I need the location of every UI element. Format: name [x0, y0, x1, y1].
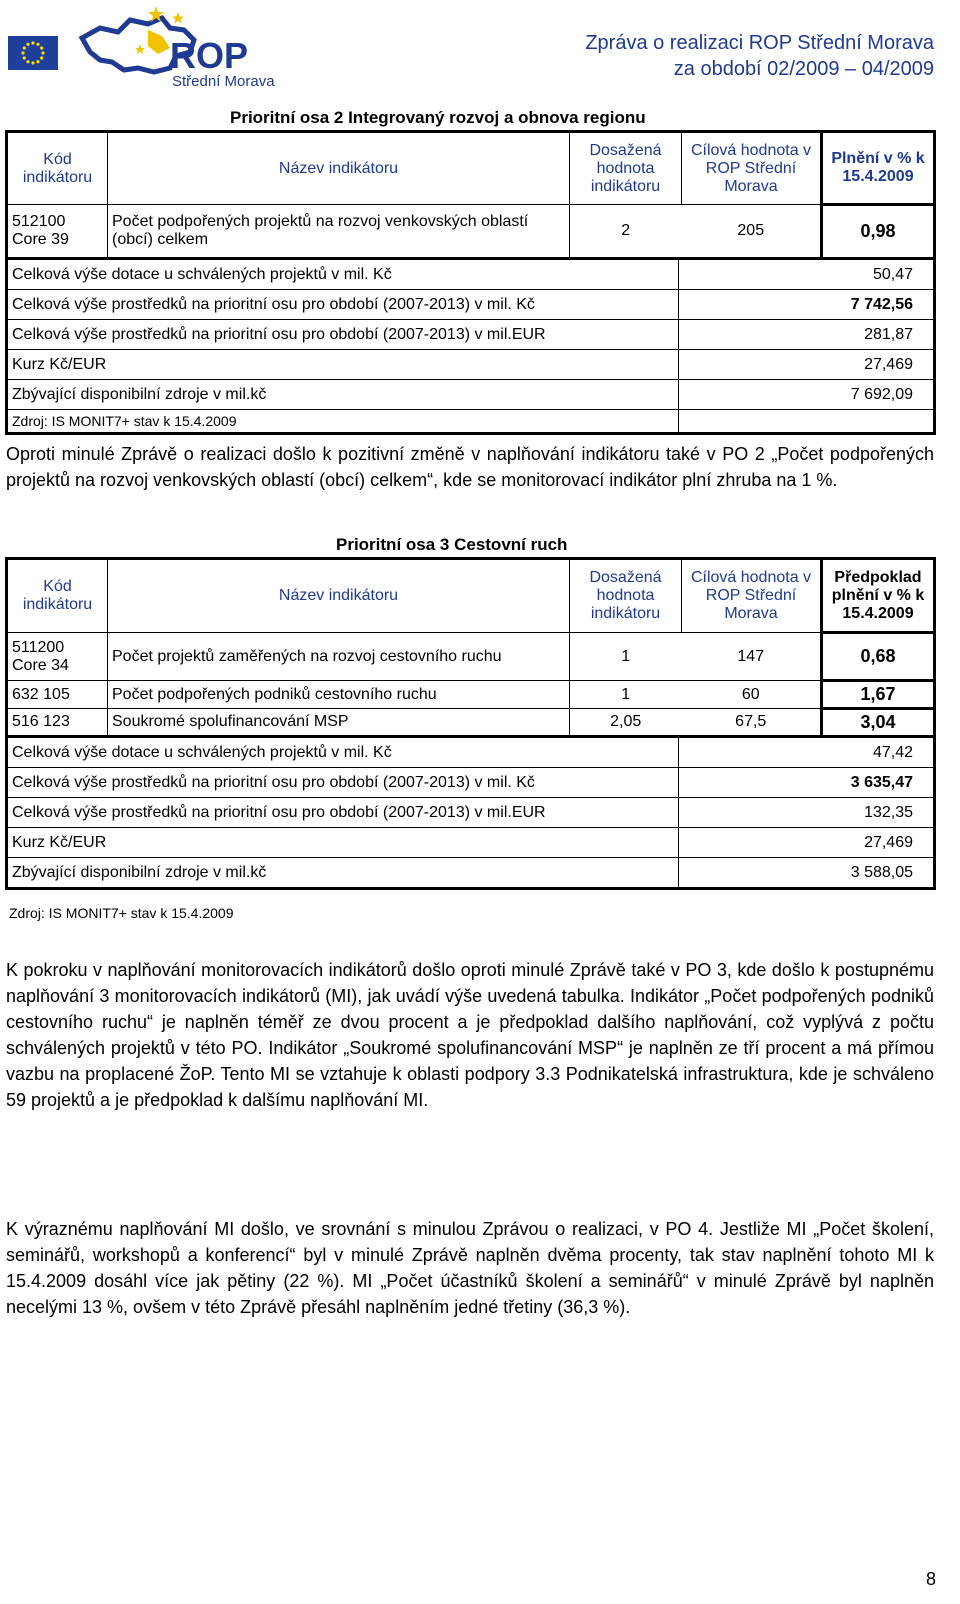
summary-label: Celková výše prostředků na prioritní osu pro období (2007-2013) v mil. Kč — [7, 768, 679, 798]
report-title-line2: za období 02/2009 – 04/2009 — [673, 58, 934, 80]
po3-header-fulfil: Předpoklad plnění v % k 15.4.2009 — [822, 559, 935, 633]
indicator-name: Počet podpořených podniků cestovního ruchu — [108, 681, 570, 709]
summary-value: 132,35 — [679, 798, 935, 828]
indicator-name: Soukromé spolufinancování MSP — [108, 709, 570, 737]
indicator-name: Počet projektů zaměřených na rozvoj cestovního ruchu — [108, 633, 570, 681]
paragraph-2: K pokroku v naplňování monitorovacích indikátorů došlo oproti minulé Zprávě také v PO 3, kde došlo k postupnému naplňování 3 monitorovacích indikátorů (MI), jak uvádí výše uvedená tabulka. Indikátor „Počet podpořených podniků cestovního ruchu“ je naplněn téměř ze dvou procent a je předpoklad dalšího naplňování, což vyplývá z počtu schválených projektů v této PO. Indikátor „Soukromé spolufinancování MSP“ je naplněn ze tří procent a má přímou vazbu na proplacené ŽoP. Tento MI se vztahuje k oblasti podpory 3.3 Podnikatelská infrastruktura, kde je schváleno 59 projektů a je předpoklad k dalšímu naplňování MI. — [6, 960, 934, 1110]
summary-row — [7, 260, 935, 290]
table-row — [7, 681, 935, 709]
report-title-line1: Zpráva o realizaci ROP Střední Morava — [585, 32, 934, 54]
po2-header-name: Název indikátoru — [108, 132, 570, 205]
rop-logo — [78, 6, 288, 92]
summary-row — [7, 350, 935, 380]
po3-summary-table — [5, 738, 936, 890]
summary-value: 7 692,09 — [679, 380, 935, 410]
summary-label: Celková výše prostředků na prioritní osu pro období (2007-2013) v mil. Kč — [7, 290, 679, 320]
summary-label: Zbývající disponibilní zdroje v mil.kč — [7, 380, 679, 410]
indicator-code-line1: 511200 — [12, 638, 65, 656]
indicator-achieved: 2 — [570, 205, 682, 259]
po2-header-code: Kód indikátoru — [7, 132, 108, 205]
source-note: Zdroj: IS MONIT7+ stav k 15.4.2009 — [7, 410, 679, 434]
po3-title: Prioritní osa 3 Cestovní ruch — [336, 535, 568, 554]
summary-value: 27,469 — [679, 350, 935, 380]
indicator-fulfil: 0,98 — [822, 205, 935, 259]
indicator-target: 67,5 — [682, 709, 822, 737]
summary-label: Kurz Kč/EUR — [7, 828, 679, 858]
indicator-target: 205 — [682, 205, 822, 259]
summary-label: Kurz Kč/EUR — [7, 350, 679, 380]
report-title — [585, 30, 934, 82]
po3-source-note: Zdroj: IS MONIT7+ stav k 15.4.2009 — [9, 905, 234, 921]
indicator-code: 516 123 — [7, 709, 108, 737]
eu-flag-icon — [8, 36, 58, 70]
summary-label: Celková výše prostředků na prioritní osu pro období (2007-2013) v mil.EUR — [7, 320, 679, 350]
summary-label: Celková výše prostředků na prioritní osu pro období (2007-2013) v mil.EUR — [7, 798, 679, 828]
indicator-code-line2: Core 34 — [12, 656, 69, 674]
po2-header-fulfil: Plnění v % k 15.4.2009 — [822, 132, 935, 205]
indicator-target: 60 — [682, 681, 822, 709]
po2-title: Prioritní osa 2 Integrovaný rozvoj a obnova regionu — [230, 108, 646, 127]
indicator-code — [7, 205, 108, 259]
table-row — [7, 205, 935, 259]
indicator-name: Počet podpořených projektů na rozvoj venkovských oblastí (obcí) celkem — [108, 205, 570, 259]
po3-indicator-table — [5, 557, 933, 890]
summary-value: 7 742,56 — [679, 290, 935, 320]
summary-row — [7, 320, 935, 350]
summary-label: Zbývající disponibilní zdroje v mil.kč — [7, 858, 679, 889]
indicator-code — [7, 633, 108, 681]
summary-row — [7, 290, 935, 320]
indicator-fulfil: 0,68 — [822, 633, 935, 681]
po3-header-name: Název indikátoru — [108, 559, 570, 633]
po3-header-code: Kód indikátoru — [7, 559, 108, 633]
indicator-fulfil: 3,04 — [822, 709, 935, 737]
summary-value: 281,87 — [679, 320, 935, 350]
page-number: 8 — [925, 1569, 936, 1589]
summary-row — [7, 858, 935, 889]
table-row — [7, 633, 935, 681]
summary-row — [7, 798, 935, 828]
summary-row — [7, 768, 935, 798]
summary-value: 3 635,47 — [679, 768, 935, 798]
indicator-target: 147 — [682, 633, 822, 681]
po2-summary-table — [5, 260, 936, 435]
indicator-fulfil: 1,67 — [822, 681, 935, 709]
indicator-achieved: 1 — [570, 681, 682, 709]
summary-row — [7, 828, 935, 858]
logo-subtext: Střední Morava — [172, 73, 275, 90]
indicator-code: 632 105 — [7, 681, 108, 709]
summary-value: 50,47 — [679, 260, 935, 290]
summary-value: 3 588,05 — [679, 858, 935, 889]
po3-header-target: Cílová hodnota v ROP Střední Morava — [682, 559, 822, 633]
indicator-achieved: 2,05 — [570, 709, 682, 737]
indicator-code-line2: Core 39 — [12, 231, 69, 248]
paragraph-3: K výraznému naplňování MI došlo, ve srovnání s minulou Zprávou o realizaci, v PO 4. Jestliže MI „Počet školení, seminářů, workshopů a konferencí“ byl v minulé Zprávě naplněn dvěma procenty, tak stav naplnění tohoto MI k 15.4.2009 dosáhl více jak pětiny (22 %). MI „Počet účastníků školení a seminářů“ v minulé Zprávě byl naplněn necelými 13 %, ovšem v této Zprávě přesáhl naplněním jedné třetiny (36,3 %). — [6, 1219, 934, 1317]
indicator-achieved: 1 — [570, 633, 682, 681]
summary-row — [7, 380, 935, 410]
summary-label: Celková výše dotace u schválených projektů v mil. Kč — [12, 743, 392, 761]
logo-text: ROP — [170, 35, 249, 76]
indicator-code-line1: 512100 — [12, 213, 66, 230]
po2-header-target: Cílová hodnota v ROP Střední Morava — [682, 132, 822, 205]
source-row — [7, 410, 935, 434]
po2-indicator-table — [5, 130, 933, 435]
paragraph-1: Oproti minulé Zprávě o realizaci došlo k pozitivní změně v naplňování indikátoru také v PO 2 „Počet podpořených projektů na rozvoj venkovských oblastí (obcí) celkem“, kde se monitorovací indikátor plní zhruba na 1 %. — [6, 444, 934, 490]
summary-row — [7, 738, 935, 768]
po2-header-achieved: Dosažená hodnota indikátoru — [570, 132, 682, 205]
po3-header-achieved: Dosažená hodnota indikátoru — [570, 559, 682, 633]
summary-label: Celková výše dotace u schválených projektů v mil. Kč — [12, 265, 392, 283]
table-row — [7, 709, 935, 737]
summary-value: 27,469 — [679, 828, 935, 858]
summary-value: 47,42 — [679, 738, 935, 768]
